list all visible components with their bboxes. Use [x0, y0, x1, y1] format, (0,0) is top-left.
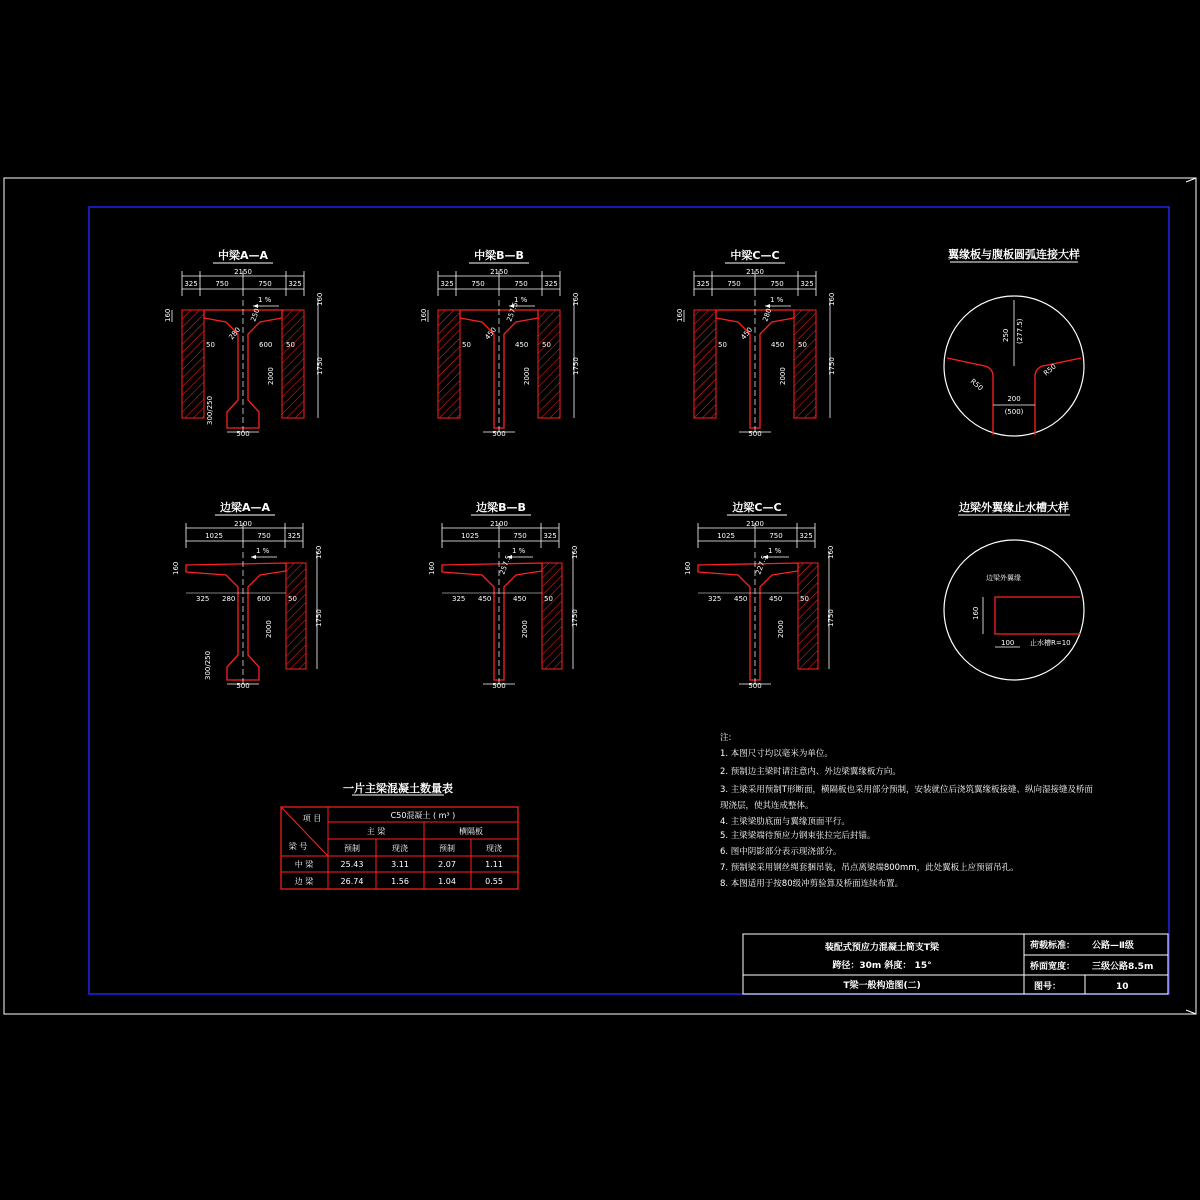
slope-label: 1 % — [258, 296, 272, 304]
dim-label: 2150 — [234, 268, 252, 276]
table-h-beam: 梁 号 — [288, 842, 308, 851]
dim-label: 300/250 — [204, 650, 212, 680]
dim-label: 450 — [739, 325, 755, 342]
detail2-h: 160 — [972, 606, 980, 620]
dim-label: 600 — [257, 595, 271, 603]
dim-label: 500 — [748, 430, 762, 438]
dim-label: 750 — [471, 280, 485, 288]
table-cell: 1.04 — [438, 877, 456, 886]
dim-label: 2150 — [490, 268, 508, 276]
dim-label: 325 — [288, 280, 302, 288]
titleblock-v3: 10 — [1116, 982, 1129, 992]
dim-label: 1025 — [205, 532, 223, 540]
dim-label: 500 — [748, 682, 762, 690]
edge-beam-section-2 — [684, 500, 835, 690]
table-h-cast2: 现浇 — [486, 844, 502, 853]
dim-label: 750 — [257, 532, 271, 540]
titleblock-k3: 图号： — [1034, 982, 1062, 992]
note-line: 6. 图中阴影部分表示现浇部分。 — [720, 847, 842, 857]
concrete-quantity-table — [281, 781, 518, 889]
dim-label: 2100 — [234, 520, 252, 528]
dim-label: 750 — [215, 280, 229, 288]
detail2-w: 100 — [1001, 639, 1015, 647]
detail1-title: 翼缘板与腹板圆弧连接大样 — [948, 248, 1080, 261]
dim-label: 450 — [734, 595, 748, 603]
table-h-concrete: C50混凝土 ( m³ ) — [390, 811, 456, 820]
dim-label: 450 — [515, 341, 529, 349]
table-cell: 26.74 — [340, 877, 364, 886]
dim-label: 450 — [513, 595, 527, 603]
detail1-r1: R50 — [968, 377, 985, 393]
dim-label: 750 — [513, 532, 527, 540]
dim-label: 50 — [798, 341, 807, 349]
dim-label: 2100 — [490, 520, 508, 528]
note-line: 2. 预制边主梁时请注意内、外边梁翼缘板方向。 — [720, 767, 901, 777]
dim-label: 325 — [543, 532, 557, 540]
detail2-label2: 止水槽R=10 — [1030, 639, 1071, 647]
detail1-r2: R50 — [1042, 362, 1058, 378]
detail1-d2: (277.5) — [1016, 318, 1024, 344]
note-line: 5. 主梁梁端待预应力钢束张拉完后封锚。 — [720, 831, 876, 841]
cast-in-place-zone — [282, 310, 304, 418]
cast-in-place-zone — [794, 310, 816, 418]
dim-label: 500 — [492, 430, 506, 438]
titleblock-v2: 三级公路8.5m — [1092, 962, 1154, 972]
dim-label: 50 — [462, 341, 471, 349]
table-h-pre: 预制 — [344, 844, 360, 853]
dim-label: 2000 — [265, 620, 273, 638]
cast-in-place-zone — [182, 310, 204, 418]
dim-label: 750 — [258, 280, 272, 288]
detail1-d1: 250 — [1002, 328, 1010, 342]
slope-label: 1 % — [770, 296, 784, 304]
table-row-name: 中 梁 — [294, 860, 314, 869]
dim-label: 50 — [288, 595, 297, 603]
dim-label: 450 — [483, 325, 499, 342]
dim-label: 1750 — [316, 357, 324, 375]
dim-label: 500 — [492, 682, 506, 690]
dim-label: 257.5 — [498, 554, 513, 576]
table-h-cast: 现浇 — [392, 844, 408, 853]
dim-label: 1025 — [461, 532, 479, 540]
dim-label: 450 — [478, 595, 492, 603]
section-title: 中梁A—A — [217, 249, 269, 262]
detail2-label1: 边梁外翼缘 — [986, 574, 1021, 582]
dim-label: 750 — [514, 280, 528, 288]
flange-web-arc-detail — [944, 247, 1084, 436]
dim-label: 160 — [164, 308, 172, 322]
dim-label: 50 — [206, 341, 215, 349]
notes-head: 注: — [720, 733, 732, 743]
outer-frame — [4, 178, 1196, 1014]
dim-label: 325 — [696, 280, 710, 288]
dim-label: 160 — [676, 308, 684, 322]
dim-label: 450 — [771, 341, 785, 349]
dim-label: 280 — [227, 325, 243, 342]
table-title: 一片主梁混凝土数量表 — [343, 782, 453, 795]
dim-label: 1750 — [828, 357, 836, 375]
section-title: 边梁C—C — [732, 501, 782, 514]
slope-label: 1 % — [512, 547, 526, 555]
detail2-title: 边梁外翼缘止水槽大样 — [959, 501, 1069, 514]
dim-label: 1750 — [571, 609, 579, 627]
section-title: 中梁B—B — [474, 249, 524, 262]
note-line: 现浇层，使其连成整体。 — [720, 801, 814, 811]
dim-label: 750 — [769, 532, 783, 540]
table-h-pre2: 预制 — [439, 844, 455, 853]
water-groove-detail — [944, 500, 1084, 680]
dim-label: 500 — [236, 682, 250, 690]
cast-in-place-zone — [694, 310, 716, 418]
dim-label: 325 — [800, 280, 814, 288]
table-cell: 1.56 — [391, 877, 409, 886]
dim-label: 50 — [542, 341, 551, 349]
table-row-name: 边 梁 — [294, 877, 314, 886]
dim-label: 325 — [196, 595, 210, 603]
note-line: 4. 主梁梁肋底面与翼缘顶面平行。 — [720, 817, 850, 827]
dim-label: 2000 — [523, 367, 531, 385]
dim-label: 325 — [184, 280, 198, 288]
dim-label: 1750 — [315, 609, 323, 627]
dim-label: 500 — [236, 430, 250, 438]
middle-beam-section-2 — [676, 248, 836, 438]
cast-in-place-zone — [798, 563, 818, 669]
edge-beam-section-1 — [428, 500, 579, 690]
dim-label: 280 — [222, 595, 236, 603]
title-block — [743, 934, 1168, 994]
dim-label: 325 — [452, 595, 466, 603]
titleblock-v1: 公路—Ⅱ级 — [1092, 941, 1134, 951]
frame-corner-mark — [1186, 1010, 1196, 1014]
dim-label: 257.5 — [505, 301, 520, 323]
dim-label: 160 — [571, 545, 579, 559]
titleblock-line2: 跨径：30m 斜度： 15° — [832, 961, 932, 971]
dim-label: 2000 — [267, 367, 275, 385]
titleblock-line1: 装配式预应力混凝土简支T梁 — [824, 943, 940, 953]
note-line: 7. 预制梁采用钢丝绳套捆吊装，吊点离梁端800mm，此处翼板上应预留吊孔。 — [720, 863, 1019, 873]
dim-label: 750 — [770, 280, 784, 288]
table-h-cross: 横隔板 — [459, 827, 483, 836]
dim-label: 160 — [684, 561, 692, 575]
section-title: 边梁B—B — [476, 501, 526, 514]
table-h-main: 主 梁 — [366, 827, 386, 836]
dim-label: 600 — [259, 341, 273, 349]
dim-label: 250 — [249, 307, 262, 323]
dim-label: 450 — [769, 595, 783, 603]
titleblock-line3: T梁一般构造图(二) — [843, 981, 921, 991]
slope-label: 1 % — [256, 547, 270, 555]
detail2-circle — [944, 540, 1084, 680]
middle-beam-section-1 — [420, 248, 580, 438]
dim-label: 325 — [287, 532, 301, 540]
dim-label: 280 — [761, 307, 774, 323]
table-cell: 0.55 — [485, 877, 503, 886]
dim-label: 325 — [708, 595, 722, 603]
note-line: 1. 本图尺寸均以毫米为单位。 — [720, 749, 833, 759]
dim-label: 160 — [172, 561, 180, 575]
table-cell: 3.11 — [391, 860, 409, 869]
dim-label: 160 — [828, 292, 836, 306]
dim-label: 50 — [544, 595, 553, 603]
note-line: 8. 本图适用于按80级冲剪验算及桥面连续布置。 — [720, 879, 904, 889]
notes — [720, 732, 1094, 889]
dim-label: 2100 — [746, 520, 764, 528]
detail2-outline — [995, 597, 1080, 634]
dim-label: 50 — [718, 341, 727, 349]
dim-label: 50 — [286, 341, 295, 349]
detail1-w2: (500) — [1004, 408, 1024, 416]
dim-label: 160 — [316, 292, 324, 306]
cast-in-place-zone — [538, 310, 560, 418]
titleblock-k2: 桥面宽度： — [1030, 962, 1076, 972]
edge-beam-section-0 — [172, 500, 323, 690]
dim-label: 160 — [315, 545, 323, 559]
cast-in-place-zone — [438, 310, 460, 418]
table-cell: 1.11 — [485, 860, 503, 869]
detail1-w: 200 — [1007, 395, 1021, 403]
dim-label: 750 — [727, 280, 741, 288]
dim-label: 1750 — [572, 357, 580, 375]
inner-frame — [89, 207, 1169, 994]
dim-label: 160 — [572, 292, 580, 306]
dim-label: 2150 — [746, 268, 764, 276]
table-cell: 25.43 — [340, 860, 364, 869]
frame-corner-mark — [1186, 178, 1196, 182]
dim-label: 325 — [440, 280, 454, 288]
dim-label: 50 — [800, 595, 809, 603]
dim-label: 325 — [544, 280, 558, 288]
middle-beam-section-0 — [164, 248, 324, 438]
dim-label: 300/250 — [206, 395, 214, 425]
section-title: 边梁A—A — [219, 501, 271, 514]
dim-label: 160 — [827, 545, 835, 559]
cast-in-place-zone — [542, 563, 562, 669]
dim-label: 227.5 — [754, 554, 769, 576]
slope-label: 1 % — [768, 547, 782, 555]
dim-label: 2000 — [777, 620, 785, 638]
table-h-item: 项 目 — [302, 814, 322, 823]
note-line: 3. 主梁采用预制T形断面，横隔板也采用部分预制，安装就位后浇筑翼缘板接缝、纵向湿接缝及桥面 — [720, 785, 1094, 795]
dim-label: 160 — [420, 308, 428, 322]
table-cell: 2.07 — [438, 860, 456, 869]
dim-label: 2000 — [779, 367, 787, 385]
dim-label: 1025 — [717, 532, 735, 540]
dim-label: 325 — [799, 532, 813, 540]
cast-in-place-zone — [286, 563, 306, 669]
titleblock-k1: 荷载标准： — [1030, 941, 1076, 951]
dim-label: 160 — [428, 561, 436, 575]
dim-label: 1750 — [827, 609, 835, 627]
dim-label: 2000 — [521, 620, 529, 638]
section-title: 中梁C—C — [730, 249, 780, 262]
slope-arrowhead — [251, 555, 256, 559]
slope-label: 1 % — [514, 296, 528, 304]
